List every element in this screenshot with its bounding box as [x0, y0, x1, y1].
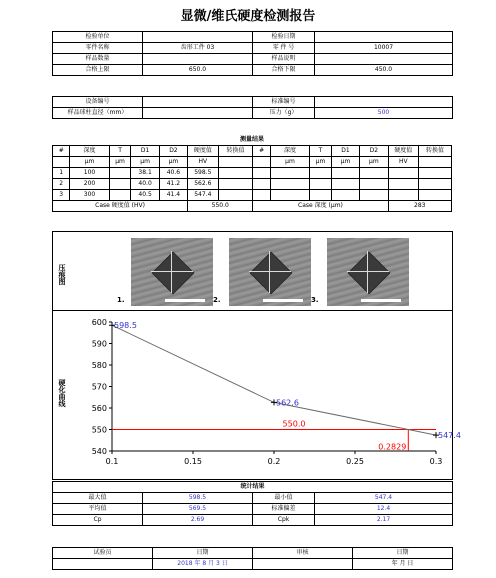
table-row: [53, 179, 452, 190]
y-tick-label: 580: [91, 361, 107, 370]
col-header: 硬度值: [388, 146, 419, 157]
case-hardness-label: Case 硬度值 (HV): [53, 201, 188, 212]
col-header: D2: [360, 146, 388, 157]
unit-cell: HV: [188, 157, 219, 168]
unit-cell: [253, 157, 270, 168]
header-row: [53, 65, 453, 76]
cell: [218, 168, 253, 179]
unit-cell: μm: [270, 157, 309, 168]
cell: [419, 190, 452, 201]
ball-label: 样品球柱直径（mm）: [53, 108, 143, 119]
header-value: 450.0: [315, 65, 453, 76]
stat-value: 598.5: [143, 493, 253, 504]
unit-cell: HV: [388, 157, 419, 168]
cell: [109, 168, 131, 179]
col-header: D1: [131, 146, 159, 157]
header-table: [52, 31, 453, 76]
reviewer-label: 审核: [253, 548, 353, 559]
ball-value: [143, 108, 253, 119]
col-header: 转换值: [419, 146, 452, 157]
cell: [253, 179, 270, 190]
col-header: T: [310, 146, 332, 157]
stat-label: 标准偏差: [253, 504, 315, 515]
header-label: 零 件 号: [253, 43, 315, 54]
photo-number: 2.: [213, 296, 221, 304]
stats-table: [52, 481, 453, 526]
cell: [419, 179, 452, 190]
device-table: [52, 96, 453, 119]
hardness-curve-chart: [52, 310, 461, 480]
y-tick-label: 540: [91, 447, 107, 456]
stat-label: 最小值: [253, 493, 315, 504]
x-tick-label: 0.25: [346, 457, 364, 466]
data-label: 598.5: [114, 321, 137, 331]
results-title: 测量结果: [53, 135, 452, 146]
table-row: [53, 168, 452, 179]
header-value: 650.0: [143, 65, 253, 76]
header-label: 检验日期: [253, 32, 315, 43]
cell: [270, 190, 309, 201]
reviewer-value: [253, 559, 353, 570]
stat-value: 547.4: [315, 493, 453, 504]
case-depth-value: 283: [388, 201, 451, 212]
cell: 2: [53, 179, 70, 190]
cell: [388, 179, 419, 190]
cell: [270, 179, 309, 190]
header-label: 合格下限: [253, 65, 315, 76]
x-tick-label: 0.1: [105, 457, 119, 466]
stat-label: 最大值: [53, 493, 143, 504]
cell: [253, 168, 270, 179]
stat-label: Cp: [53, 515, 143, 526]
date-value: 2018 年 8 月 3 日: [153, 559, 253, 570]
cell: 547.4: [188, 190, 219, 201]
header-value: 齿形工件 03: [143, 43, 253, 54]
date-label: 日期: [353, 548, 453, 559]
cell: [388, 168, 419, 179]
header-label: 样品说明: [253, 54, 315, 65]
header-label: 合格上限: [53, 65, 143, 76]
stats-title: 统计结果: [53, 482, 453, 493]
date-label: 日期: [153, 548, 253, 559]
header-row: [53, 54, 453, 65]
indent-photo-3: [327, 238, 409, 306]
header-row: [53, 32, 453, 43]
device-value: [143, 97, 253, 108]
cell: [331, 179, 359, 190]
force-value: 500: [315, 108, 453, 119]
cell: [310, 179, 332, 190]
x-tick-label: 0.15: [184, 457, 202, 466]
threshold-label: 550.0: [282, 419, 306, 429]
cell: 562.6: [188, 179, 219, 190]
case-row: [53, 201, 452, 212]
cell: [360, 168, 388, 179]
stat-value: 569.5: [143, 504, 253, 515]
inspector-label: 试验员: [53, 548, 153, 559]
unit-cell: μm: [331, 157, 359, 168]
stat-label: 平均值: [53, 504, 143, 515]
inspector-value: [53, 559, 153, 570]
results-table: [52, 135, 452, 212]
cell: [218, 179, 253, 190]
cell: [310, 190, 332, 201]
header-label: 样品数量: [53, 54, 143, 65]
col-header: 深度: [270, 146, 309, 157]
cell: 41.4: [159, 190, 187, 201]
unit-cell: [218, 157, 253, 168]
cell: [360, 190, 388, 201]
curve-label: 硬化曲线: [58, 379, 66, 407]
cell: 100: [70, 168, 109, 179]
cell: [360, 179, 388, 190]
y-tick-label: 570: [91, 382, 107, 392]
x-tick-label: 0.3: [429, 457, 443, 466]
header-label: 零件名称: [53, 43, 143, 54]
report-title: 显微/维氏硬度检测报告: [180, 9, 316, 24]
table-row: [53, 190, 452, 201]
cell: 1: [53, 168, 70, 179]
stat-value: 12.4: [315, 504, 453, 515]
photos-label: 压痕图: [58, 263, 66, 285]
header-row: [53, 43, 453, 54]
cell: [310, 168, 332, 179]
results-header-row: [53, 146, 452, 157]
results-units-row: [53, 157, 452, 168]
header-value: [143, 54, 253, 65]
unit-cell: μm: [310, 157, 332, 168]
y-tick-label: 560: [91, 404, 107, 413]
cell: [218, 190, 253, 201]
col-header: T: [109, 146, 131, 157]
case-hardness-value: 550.0: [188, 201, 253, 212]
cell: 41.2: [159, 179, 187, 190]
y-tick-label: 590: [91, 339, 107, 349]
cell: [331, 190, 359, 201]
cell: 38.1: [131, 168, 159, 179]
unit-cell: μm: [360, 157, 388, 168]
table-row: [53, 493, 453, 504]
stat-value: 2.69: [143, 515, 253, 526]
cell: [109, 179, 131, 190]
col-header: #: [253, 146, 270, 157]
indent-photo-2: [229, 238, 311, 306]
indent-photo-1: [131, 238, 213, 306]
standard-value: [315, 97, 453, 108]
cell: 40.6: [159, 168, 187, 179]
x-tick-label: 0.2: [267, 457, 281, 466]
data-label: 547.4: [438, 431, 461, 441]
cell: [109, 190, 131, 201]
cell: 300: [70, 190, 109, 201]
unit-cell: μm: [131, 157, 159, 168]
unit-cell: μm: [159, 157, 187, 168]
cell: [253, 190, 270, 201]
stat-label: Cpk: [253, 515, 315, 526]
unit-cell: [53, 157, 70, 168]
photos-section: [52, 231, 453, 311]
cell: 40.0: [131, 179, 159, 190]
photo-number: 1.: [117, 296, 125, 304]
footer-table: [52, 547, 453, 570]
cell: 598.5: [188, 168, 219, 179]
series-line: [112, 325, 436, 435]
col-header: #: [53, 146, 70, 157]
unit-cell: μm: [109, 157, 131, 168]
cell: [331, 168, 359, 179]
cell: 40.5: [131, 190, 159, 201]
col-header: D1: [331, 146, 359, 157]
case-depth-label: Case 深度 (μm): [253, 201, 388, 212]
unit-cell: [419, 157, 452, 168]
standard-label: 标准编号: [253, 97, 315, 108]
header-value: [315, 32, 453, 43]
col-header: 硬度值: [188, 146, 219, 157]
table-row: [53, 515, 453, 526]
header-value: 10007: [315, 43, 453, 54]
header-value: [315, 54, 453, 65]
cell: 200: [70, 179, 109, 190]
force-label: 压力（g）: [253, 108, 315, 119]
cell: [419, 168, 452, 179]
cell: 3: [53, 190, 70, 201]
table-row: [53, 504, 453, 515]
cell: [388, 190, 419, 201]
cell: [270, 168, 309, 179]
y-tick-label: 600: [91, 318, 107, 327]
device-label: 设备编号: [53, 97, 143, 108]
col-header: 深度: [70, 146, 109, 157]
photo-number: 3.: [311, 296, 319, 304]
header-label: 检验单位: [53, 32, 143, 43]
case-depth-label: 0.2829: [378, 442, 407, 452]
y-tick-label: 550: [91, 425, 107, 435]
col-header: 转换值: [218, 146, 253, 157]
data-label: 562.6: [276, 398, 299, 408]
header-value: [143, 32, 253, 43]
unit-cell: μm: [70, 157, 109, 168]
date-value: 年 月 日: [353, 559, 453, 570]
stat-value: 2.17: [315, 515, 453, 526]
col-header: D2: [159, 146, 187, 157]
